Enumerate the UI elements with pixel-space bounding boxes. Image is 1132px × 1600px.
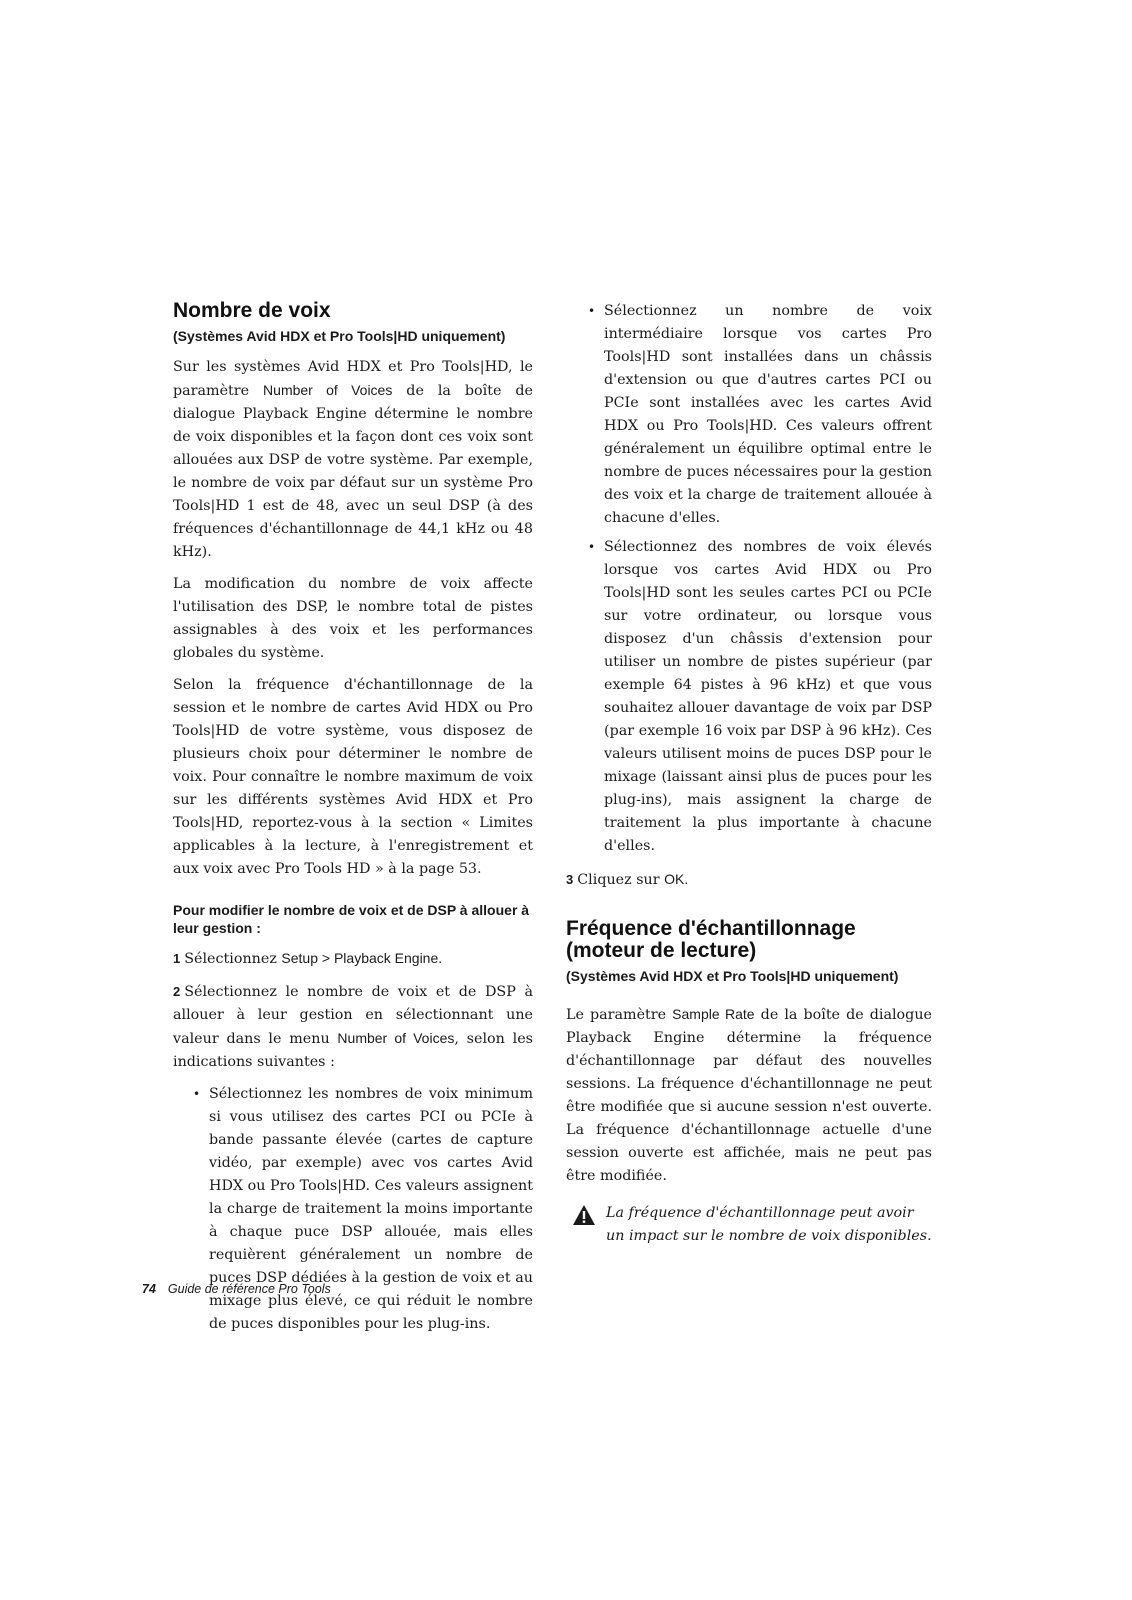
warning-text: La fréquence d'échantillonnage peut avoir un impact sur le nombre de voix disponibles.	[606, 1205, 932, 1244]
step-number: 1	[173, 951, 181, 966]
list-item: • Sélectionnez les nombres de voix minimum si vous utilisez des cartes PCI ou PCIe à bande passante élevée (cartes de capture vidéo, par exemple) avec vos cartes Avid HDX ou Pro Tools|HD. Ces valeurs assignent la charge de traitement la moins importante à chaque puce DSP allouée, mais elles requièrent généralement un nombre de puces DSP dédiées à la gestion de voix et au mixage plus élevé, ce qui réduit le nombre de puces disponibles pour les plug-ins.	[209, 1083, 533, 1336]
step-2	[173, 980, 533, 1074]
left-column	[173, 300, 533, 1342]
text-run: Cliquez sur	[577, 872, 665, 888]
ui-term: Number of Voices	[337, 1030, 455, 1046]
text-run: Sélectionnez	[184, 951, 282, 967]
text-run: Sélectionnez le nombre de voix et de DSP à allouer à leur gestion en sélectionnant une valeur dans le menu	[173, 984, 533, 1047]
ui-term: Number of Voices	[263, 382, 393, 398]
text-run: de la boîte de dialogue Playback Engine détermine le nombre de voix disponibles et la façon dont ces voix sont allouées aux DSP de votre système. Par exemple, le nombre de voix par défaut sur un système Pro Tools|HD 1 est de 48, avec un seul DSP (à des fréquences d'échantillonnage de 44,1 kHz ou 48 kHz).	[173, 383, 534, 560]
text-run: Sur les systèmes Avid HDX et Pro Tools|HD, le paramètre	[173, 359, 533, 399]
text-run: Le paramètre	[566, 1007, 673, 1023]
text-run: de la boîte de dialogue Playback Engine détermine la fréquence d'échantillonnage par défaut des nouvelles sessions. La fréquence d'échantillonnage ne peut être modifiée que si aucune session n'est ouverte. La fréquence d'échantillonnage actuelle d'une session ouverte est affichée, mais ne peut pas être modifiée.	[566, 1007, 932, 1184]
footer-title: Guide de référence Pro Tools	[167, 1282, 331, 1296]
page-number: 74	[142, 1282, 156, 1296]
warning-icon	[572, 1204, 596, 1226]
bullet-list	[209, 1083, 533, 1336]
ui-term: OK.	[664, 871, 689, 887]
list-item: • Sélectionnez des nombres de voix élevés lorsque vos cartes Avid HDX ou Pro Tools|HD sont les seules cartes PCI ou PCIe sur votre ordinateur, ou lorsque vous disposez d'un châssis d'extension pour utiliser un nombre de pistes supérieur (par exemple 64 pistes à 96 kHz) et que vous souhaitez allouer davantage de voix par DSP (par exemple 16 voix par DSP à 96 kHz). Ces valeurs utilisent moins de puces DSP pour le mixage (laissant ainsi plus de puces pour les plug-ins), mais assignent la charge de traitement la plus importante à chacune d'elles.	[604, 536, 932, 858]
text-run: , selon les indications suivantes :	[173, 1031, 533, 1070]
paragraph	[566, 1003, 932, 1188]
procedure-title: Pour modifier le nombre de voix et de DSP à allouer à leur gestion :	[173, 902, 530, 936]
list-item: • Sélectionnez un nombre de voix intermédiaire lorsque vos cartes Pro Tools|HD sont installées dans un châssis d'extension ou que d'autres cartes PCI ou PCIe sont installées avec les cartes Avid HDX ou Pro Tools|HD. Ces valeurs offrent généralement un équilibre optimal entre le nombre de puces nécessaires pour la gestion des voix et la charge de traitement allouée à chacune d'elles.	[604, 300, 932, 530]
step-1	[173, 947, 533, 971]
section-subheading: (Systèmes Avid HDX et Pro Tools|HD uniquement)	[173, 328, 506, 344]
step-number: 2	[173, 984, 181, 999]
bullet-list	[604, 300, 932, 858]
ui-term: Sample Rate	[672, 1006, 755, 1022]
warning-note	[566, 1202, 932, 1248]
step-3	[566, 868, 932, 892]
paragraph: La modification du nombre de voix affecte l'utilisation des DSP, le nombre total de pistes assignables à des voix et les performances globales du système.	[173, 576, 533, 661]
section-subheading: (Systèmes Avid HDX et Pro Tools|HD uniquement)	[566, 968, 899, 984]
section-heading-voices: Nombre de voix	[173, 299, 331, 322]
section-heading-sample-rate: Fréquence d'échantillonnage (moteur de lecture)	[566, 917, 856, 962]
step-number: 3	[566, 872, 574, 887]
paragraph: Selon la fréquence d'échantillonnage de la session et le nombre de cartes Avid HDX ou Pro Tools|HD de votre système, vous disposez de plusieurs choix pour déterminer le nombre de voix. Pour connaître le nombre maximum de voix sur les différents systèmes Avid HDX et Pro Tools|HD, reportez-vous à la section « Limites applicables à la lecture, à l'enregistrement et aux voix avec Pro Tools HD » à la page 53.	[173, 677, 533, 877]
page-footer	[142, 1282, 331, 1296]
ui-term: Setup > Playback Engine.	[281, 950, 443, 966]
right-column	[566, 300, 932, 1248]
paragraph	[173, 356, 533, 564]
